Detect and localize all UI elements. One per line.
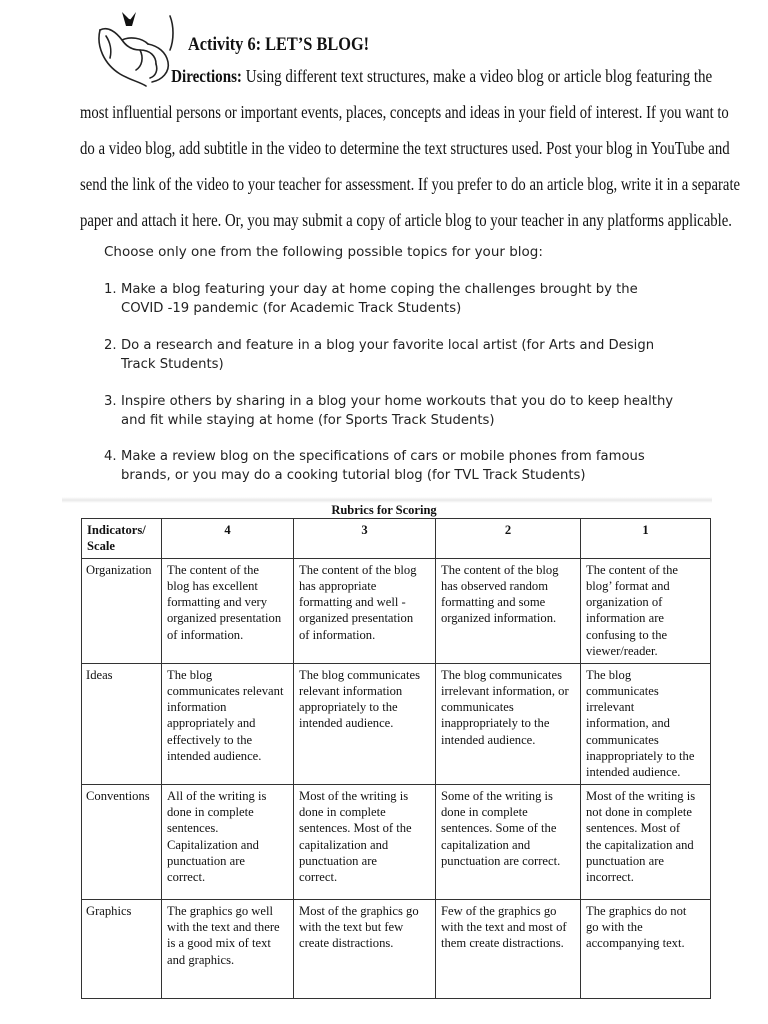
- rubric-cell-line: blog has excellent: [167, 578, 258, 593]
- rubric-cell-line: done in complete: [299, 804, 386, 819]
- rubric-cell: [581, 784, 711, 899]
- rubric-cell-line: organization of: [586, 595, 663, 610]
- rubric-cell-line: capitalization and: [441, 837, 531, 852]
- rubric-cell-line: sentences. Most of: [586, 821, 681, 836]
- rubric-cell-line: punctuation are: [167, 853, 245, 868]
- rubric-cell-line: with the text and most of: [441, 919, 567, 934]
- rubric-cell-line: of information.: [299, 627, 376, 642]
- rubric-cell-line: Most of the writing is: [586, 788, 696, 803]
- rubric-cell: [581, 663, 711, 784]
- rubric-cell-line: intended audience.: [299, 716, 394, 731]
- rubric-cell-line: blog’ format and: [586, 578, 670, 593]
- topic-number: 1.: [104, 282, 117, 297]
- rubric-cell-line: correct.: [167, 870, 206, 885]
- topic-item-4: [104, 447, 664, 485]
- rubric-cell: [436, 663, 581, 784]
- rubric-cell-line: relevant information: [299, 683, 403, 698]
- rubric-cell-line: intended audience.: [586, 765, 681, 780]
- rubric-cell-line: the capitalization and: [586, 837, 694, 852]
- rubric-cell-line: correct.: [299, 870, 338, 885]
- rubric-header-score-4: 4: [162, 519, 294, 559]
- topic-line: and fit while staying at home (for Sports Track Students): [121, 413, 495, 428]
- rubric-indicator: Graphics: [82, 899, 162, 998]
- rubric-header-score-2: 2: [436, 519, 581, 559]
- rubric-cell-line: accompanying text.: [586, 936, 685, 951]
- rubric-cell-line: effectively to the: [167, 732, 253, 747]
- topic-line: Inspire others by sharing in a blog your home workouts that you do to keep healthy: [121, 394, 674, 409]
- rubric-cell-line: punctuation are: [299, 853, 377, 868]
- topic-line: COVID -19 pandemic (for Academic Track Students): [121, 301, 462, 316]
- rubric-cell-line: go with the: [586, 919, 643, 934]
- rubric-cell-line: organized presentation: [299, 611, 414, 626]
- directions-paragraph: [80, 58, 741, 238]
- activity-title: Activity 6: LET’S BLOG!: [188, 34, 370, 55]
- rubric-cell-line: The graphics do not: [586, 903, 687, 918]
- rubric-cell-line: inappropriately to the: [586, 749, 695, 764]
- rubric-cell-line: The graphics go well: [167, 903, 273, 918]
- rubric-cell: [294, 899, 436, 998]
- topic-number: 2.: [104, 338, 117, 353]
- rubric-cell-line: Most of the writing is: [299, 788, 409, 803]
- rubric-cell-line: Few of the graphics go: [441, 903, 557, 918]
- rubric-cell-line: information are: [586, 611, 664, 626]
- rubric-cell-line: inappropriately to the: [441, 716, 550, 731]
- rubric-cell-line: The blog communicates: [441, 667, 563, 682]
- rubric-cell-line: viewer/reader.: [586, 644, 658, 659]
- rubric-cell-line: with the text and there: [167, 919, 280, 934]
- rubric-cell-line: communicates: [586, 683, 659, 698]
- directions-line-2: most influential persons or important events, places, concepts and ideas in your field of interest. If you want to: [80, 102, 729, 122]
- rubric-row-conventions: [82, 784, 711, 899]
- rubric-cell-line: information, and: [586, 716, 670, 731]
- rubric-cell-line: communicates: [441, 700, 514, 715]
- topic-number: 4.: [104, 449, 117, 464]
- rubric-cell-line: The content of the blog: [441, 562, 559, 577]
- topic-line: Make a blog featuring your day at home coping the challenges brought by the: [121, 282, 638, 297]
- rubric-cell-line: Some of the writing is: [441, 788, 553, 803]
- topic-item-3: [104, 392, 674, 430]
- rubric-cell-line: The blog communicates: [299, 667, 421, 682]
- rubric-cell-line: appropriately and: [167, 716, 256, 731]
- topic-item-1: [104, 280, 664, 318]
- rubric-cell: [581, 899, 711, 998]
- directions-line-5: paper and attach it here. Or, you may submit a copy of article blog to your teacher in any platforms applicable.: [80, 210, 732, 230]
- rubric-indicator: Conventions: [82, 784, 162, 899]
- rubric-cell: [581, 558, 711, 663]
- rubric-cell-line: organized presentation: [167, 611, 282, 626]
- rubric-cell: [294, 663, 436, 784]
- rubric-indicator: Organization: [82, 558, 162, 663]
- rubric-cell-line: sentences. Some of the: [441, 821, 557, 836]
- topic-line: brands, or you may do a cooking tutorial blog (for TVL Track Students): [121, 468, 586, 483]
- rubric-header-score-3: 3: [294, 519, 436, 559]
- rubric-cell-line: done in complete: [441, 804, 528, 819]
- rubric-cell-line: punctuation are correct.: [441, 853, 561, 868]
- rubric-cell-line: The content of the: [167, 562, 259, 577]
- rubric-cell-line: All of the writing is: [167, 788, 267, 803]
- directions-line-1: Directions: Using different text structures, make a video blog or article blog featuring the: [171, 66, 713, 86]
- rubric-cell-line: formatting and some: [441, 595, 546, 610]
- topic-number: 3.: [104, 394, 117, 409]
- rubric-cell-line: intended audience.: [441, 732, 536, 747]
- rubric-cell: [436, 899, 581, 998]
- rubric-cell: [294, 784, 436, 899]
- rubric-header-row: [82, 519, 711, 559]
- rubric-cell: [162, 558, 294, 663]
- directions-label: Directions:: [171, 66, 242, 86]
- directions-line-4: send the link of the video to your teacher for assessment. If you prefer to do an article blog, write it in a separate: [80, 174, 741, 194]
- rubric-cell-line: capitalization and: [299, 837, 389, 852]
- topics-intro: Choose only one from the following possible topics for your blog:: [104, 244, 543, 260]
- rubric-cell-line: intended audience.: [167, 749, 262, 764]
- rubric-cell-line: done in complete: [167, 804, 254, 819]
- rubric-cell-line: punctuation are: [586, 853, 664, 868]
- rubric-cell-line: sentences.: [167, 821, 219, 836]
- rubric-header-score-1: 1: [581, 519, 711, 559]
- rubric-cell-line: and graphics.: [167, 952, 235, 967]
- rubric-cell-line: The blog: [167, 667, 213, 682]
- rubric-cell-line: not done in complete: [586, 804, 692, 819]
- rubric-cell: [162, 663, 294, 784]
- rubric-cell-line: The blog: [586, 667, 632, 682]
- rubric-cell-line: information: [167, 700, 227, 715]
- rubric-cell-line: has appropriate: [299, 578, 377, 593]
- rubric-cell-line: The content of the blog: [299, 562, 417, 577]
- rubric-cell-line: organized information.: [441, 611, 557, 626]
- rubric-row-ideas: [82, 663, 711, 784]
- rubric-cell: [436, 558, 581, 663]
- rubric-cell-line: irrelevant information, or: [441, 683, 569, 698]
- rubric-cell-line: formatting and well -: [299, 595, 406, 610]
- rubric-cell-line: formatting and very: [167, 595, 268, 610]
- rubric-cell: [294, 558, 436, 663]
- rubric-cell-line: confusing to the: [586, 627, 668, 642]
- topic-line: Track Students): [121, 357, 224, 372]
- rubric-title: Rubrics for Scoring: [331, 503, 437, 517]
- rubric-indicator: Ideas: [82, 663, 162, 784]
- rubric-cell-line: of information.: [167, 627, 244, 642]
- rubric-cell-line: has observed random: [441, 578, 549, 593]
- rubric-cell-line: communicates relevant: [167, 683, 284, 698]
- rubric-cell: [436, 784, 581, 899]
- rubric-cell-line: sentences. Most of the: [299, 821, 412, 836]
- rubric-cell-line: Most of the graphics go: [299, 903, 419, 918]
- rubric-table: [81, 518, 711, 999]
- rubric-cell-line: Capitalization and: [167, 837, 259, 852]
- topic-line: Do a research and feature in a blog your favorite local artist (for Arts and Design: [121, 338, 655, 353]
- rubric-cell-line: create distractions.: [299, 936, 394, 951]
- rubric-cell-line: appropriately to the: [299, 700, 398, 715]
- topic-item-2: [104, 336, 664, 374]
- rubric-header-indicator: Indicators/ Scale: [82, 519, 162, 559]
- rubric-row-graphics: [82, 899, 711, 998]
- rubric-cell-line: The content of the: [586, 562, 678, 577]
- rubric-cell-line: incorrect.: [586, 870, 634, 885]
- rubric-cell-line: communicates: [586, 732, 659, 747]
- rubric-cell-line: with the text but few: [299, 919, 404, 934]
- rubric-cell-line: is a good mix of text: [167, 936, 271, 951]
- directions-line-3: do a video blog, add subtitle in the video to determine the text structures used. Post your blog in YouTube and: [80, 138, 730, 158]
- topic-line: Make a review blog on the specifications of cars or mobile phones from famous: [121, 449, 645, 464]
- rubric-cell: [162, 784, 294, 899]
- rubric-cell-line: irrelevant: [586, 700, 635, 715]
- rubric-cell-line: them create distractions.: [441, 936, 564, 951]
- rubric-cell: [162, 899, 294, 998]
- rubric-row-organization: [82, 558, 711, 663]
